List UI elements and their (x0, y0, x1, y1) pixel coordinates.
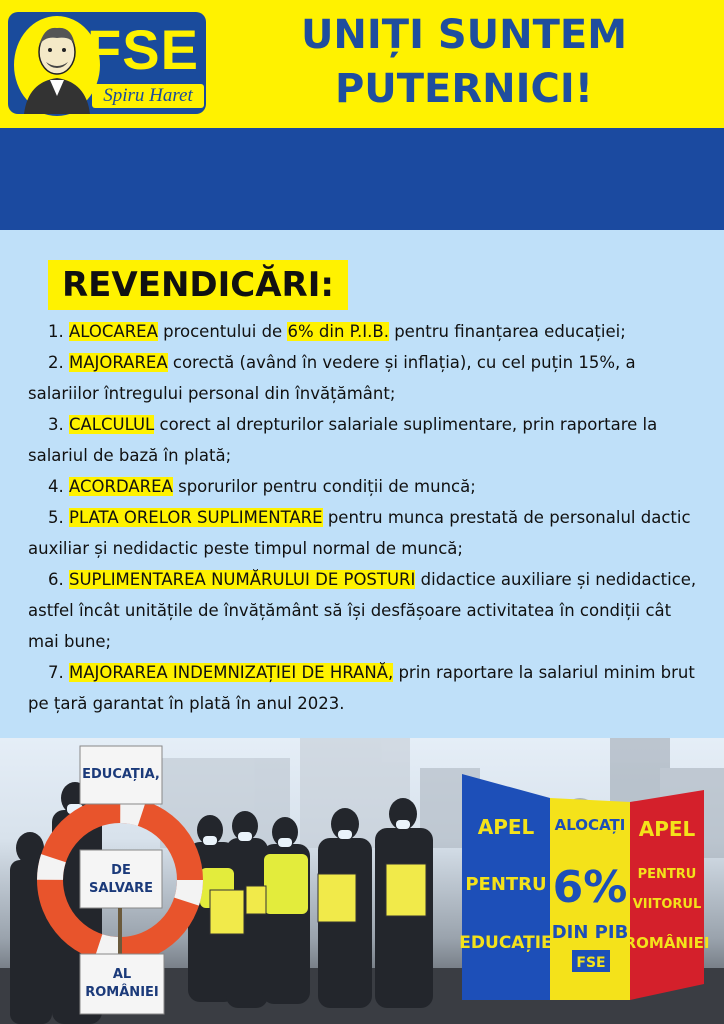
banner-mid-line-2: 6% (552, 862, 628, 913)
slogan-line-2: PUTERNICI! (334, 66, 594, 112)
claim-item (28, 409, 704, 471)
claim-item (28, 471, 704, 502)
claim-number: 2. (48, 353, 64, 372)
claim-item (28, 502, 704, 564)
claims-heading: REVENDICĂRI: (48, 260, 348, 310)
claim-text: corectă (având în vedere și inflația), cu cel puțin 15%, a salariilor întregului personal din învățământ; (28, 353, 636, 403)
claim-number: 3. (48, 415, 64, 434)
blue-band (0, 128, 724, 230)
claim-text: pentru finanțarea educației; (388, 322, 626, 341)
claim-item (28, 347, 704, 409)
sign-middle-text-1: DE (111, 863, 131, 878)
banner-right-line-2: PENTRU (637, 867, 697, 882)
claim-keyword: SUPLIMENTAREA NUMĂRULUI DE POSTURI (69, 570, 416, 589)
banner-mid-logo: FSE (576, 955, 606, 971)
banner-right-line-3: VIITORUL (632, 897, 702, 912)
banner-mid-line-1: ALOCAȚI (554, 816, 626, 834)
tricolor-banner (459, 774, 709, 1000)
claim-keyword: CALCULUL (69, 415, 155, 434)
protest-photo (0, 738, 724, 1024)
banner-mid-line-3: DIN PIB (551, 922, 629, 943)
claim-text: sporurilor pentru condiții de muncă; (172, 477, 476, 496)
claim-text: prin raportare la salariul minim brut pe țară garantat în plată în anul 2023. (28, 663, 695, 713)
claim-keyword: ACORDAREA (69, 477, 173, 496)
sign-middle-text-2: SALVARE (88, 881, 154, 896)
sign-bottom-text-2: ROMÂNIEI (85, 985, 159, 1000)
sign-bottom-text-1: AL (112, 967, 132, 982)
logo-subtitle: Spiru Haret (92, 84, 204, 108)
claim-text: pentru munca prestată de personalul dactic auxiliar și nedidactic peste timpul normal de muncă; (28, 508, 691, 558)
claim-item (28, 657, 704, 719)
slogan-line-1: UNIȚI SUNTEM (300, 12, 628, 58)
claim-highlight: 6% din P.I.B. (287, 322, 389, 341)
claim-keyword: ALOCAREA (69, 322, 158, 341)
banner-right-line-1: APEL (638, 817, 696, 841)
claim-text: procentului de (157, 322, 288, 341)
claim-number: 5. (48, 508, 64, 527)
header-band (0, 0, 724, 128)
sign-top-text: EDUCAȚIA, (82, 767, 160, 782)
banner-left-line-3: EDUCAȚIE (459, 933, 553, 953)
banner-right-line-4: ROMÂNIEI (624, 934, 710, 952)
claim-keyword: MAJORAREA INDEMNIZAȚIEI DE HRANĂ, (69, 663, 394, 682)
claim-number: 4. (48, 477, 64, 496)
claim-keyword: MAJORAREA (69, 353, 168, 372)
claim-number: 6. (48, 570, 64, 589)
claim-number: 1. (48, 322, 64, 341)
claim-number: 7. (48, 663, 64, 682)
claim-item (28, 564, 704, 657)
claim-keyword: PLATA ORELOR SUPLIMENTARE (69, 508, 323, 527)
fse-logo (8, 12, 206, 114)
claim-text: didactice auxiliare și nedidactice, astfel încât unitățile de învățământ să își desfășoare activitatea în condiții cât mai bune; (28, 570, 697, 651)
logo-acronym: FSE (87, 18, 199, 81)
slogan (214, 8, 714, 116)
claim-item (28, 316, 704, 347)
claims-list (28, 316, 704, 719)
claim-text: corect al drepturilor salariale suplimentare, prin raportare la salariul de bază în plată; (28, 415, 658, 465)
banner-left-line-2: PENTRU (465, 874, 547, 895)
banner-left-line-1: APEL (477, 815, 535, 839)
